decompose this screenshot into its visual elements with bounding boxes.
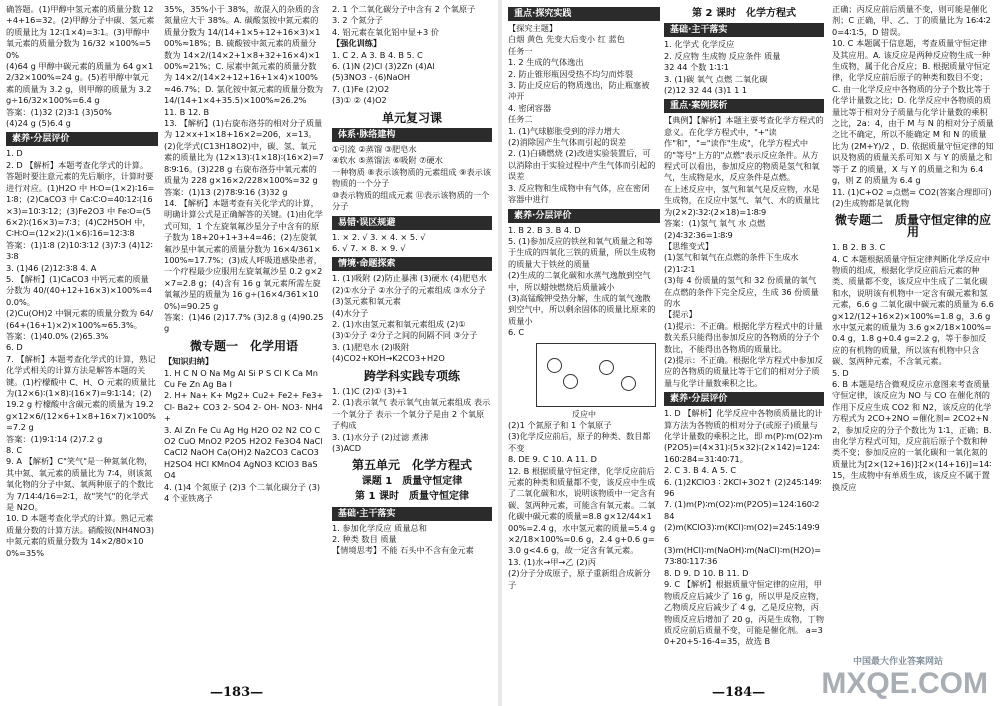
left-col3-heading2: 跨学科实践专项练 [363,368,460,383]
right-col2-body3: 1. D 【解析】化学反应中各物质质量比的计算方法为各物质的相对分子(或原子)质量与化学计量数的乘积之比，即 m(P)∶m(O2)∶m(P2O5)=(4×31)∶(5×32)∶(2×142)=124∶160∶284=31∶40∶71。 2. C 3. B 4. A 5. C 6. (1)2KClO3 ∶ 2KCl+3O2↑ (2)245∶149∶96 7. (1)m(P)∶m(O2)∶m(P2O5)=124∶160∶284 (2)m(KClO3)∶m(KCl)∶m(O2)=245∶149∶96 (3)m(HCl)∶m(NaOH)∶m(NaCl)∶m(H2O)=73∶80∶117∶36 8. D 9. D 10. B 11. D 9. C 【解析】根据质量守恒定律的应用，甲物质反应后减少了 16 g，所以甲是反应物，乙物质反应后减少了 4 g，乙是反应物，丙物质反应后增加了 20 g，丙是生成物，丁物质反应前后质量不变，可能是催化剂。 a=30+20+5-16-4=35，故选 B [664,408,825,647]
left-col3-heading4: 课题 1 质量守恒定律 [361,475,463,487]
right-col-3 [832,4,994,676]
right-col3-body1: 1. B 2. B 3. C 4. C 本题根据质量守恒定律判断化学反应中物质的组成，根据化学反应前后元素的种类、质量都不变，该反应中生成了二氧化碳和水，说明该有机物中一定含有碳元素和氢元素，6.6 g 二氧化碳中碳元素的质量为 6.6 g×12/(12+16×2)×100%=1.8 g，3.6 g 水中氢元素的质量为 3.6 g×2/18×100%=0.4 g，1.8 g+0.4 g=2.2 g，等于参加反应的有机物的质量，所以该有机物中只含碳、氢两种元素，不含氧元素。 5. D 6. B 本题是结合微观反应示意图来考查质量守恒定律，该反应为 NO 与 CO 在催化剂的作用下反应生成 CO2 和 N2，该反应的化学方程式为 2CO+2NO =催化剂= 2CO2+N2，参加反应的分子个数比为 1∶1，正确；B. 由化学方程式可知，反应前后原子个数和种类不变；参加反应的一氧化碳和一氧化氮的质量比为[2×(12+16)]∶[2×(14+16)]=14∶15，生成物中有单质生成，该反应不属于置换反应 [832,242,994,492]
diagram-caption: 反应中 [572,409,596,419]
left-col-1 [6,4,156,676]
left-col-2 [164,4,324,676]
molecule-circle [547,358,562,373]
right-col2-body2: 【典例】【解析】本题主要考查化学方程式的意义。在化学方程式中，"+"读作"和"，"="读作"生成"，化学方程式中的"等号"上方的"点燃"表示反应条件。从方程式可以看出，参加反应的物质是氢气和氧气，生成物是水，反应条件是点燃。 在上述反应中，氢气和氧气是反应物，水是生成物，在反应中氢气、氧气、水的质量比为(2×2)∶32∶(2×18)=1∶8∶9 答案：(1)氢气 氧气 水 点燃 (2)4∶32∶36=1∶8∶9 【思维变式】 (1)氢气和氧气在点燃的条件下生成水 (2)1∶2∶1 (3)每 4 份质量的氢气和 32 份质量的氧气在点燃的条件下完全反应，生成 36 份质量的水 【提示】 (1)提示：不正确。根据化学方程式中的计量数关系只能得出参加反应的各物质的分子个数比，不能得出各物质的质量比。 (2)提示：不正确。根据化学方程式中参加反应的各物质的质量比等于它们的相对分子质量与化学计量数乘积之比。 [664,115,824,388]
left-col3-body3: 1. × 2. √ 3. × 4. × 5. √ 6. √ 7. × 8. × 9. √ [332,231,426,253]
left-col3-body1: 1. C 2. A 3. B 4. B 5. C 6. (1)N (2)Cl (3)2Zn (4)Al (5)3NO3 - (6)NaOH 7. (1)Fe (2)O2 (3)① ② (4)O2 [332,49,435,106]
molecule-circle [599,360,614,375]
left-col2-heading: 微专题一 化学用语 [189,338,298,353]
left-col1-top-text: 确答题。(1)甲醇中氢元素的质量分数 12+4+16=32。(2)甲醇分子中碳、氢元素的质量比为 12∶(1×4)=3∶1。(3)甲醇中氧元素的质量分数为 16/32 ×100%=50% (4)64 g 甲醇中碳元素的质量为 64 g×12/32×100%=24 g。(5)若甲醇中氧元素的质量为 3.2 g，则甲醇的质量为 3.2 g÷16/32×100%=6.4 g 答案：(1)32 (2)3∶1 (3)50% (4)24 g (5)6.4 g [6,4,155,129]
left-col3-band5: 基础·主干落实 [332,507,492,521]
left-col2-body-text: 1. H C N O Na Mg Al Si P S Cl K Ca Mn Cu Fe Zn Ag Ba I 2. H+ Na+ K+ Mg2+ Cu2+ Fe2+ Fe3+ Cl- Ba2+ CO3 2- SO4 2- OH- NO3- NH4+ 3. Al Zn Fe Cu Ag Hg H2O O2 N2 CO CO2 CuO MnO2 P2O5 H2O2 Fe3O4 NaCl CaCl2 NaOH Ca(OH)2 Na2CO3 CaCO3 H2SO4 HCl KMnO4 AgNO3 KClO3 BaSO4 4. (1)4 个氮原子 (2)3 个二氧化碳分子 (3)4 个亚铁离子 [164,367,324,504]
right-col1-band2: 素养·分层评价 [508,209,660,223]
molecule-circle [563,374,578,389]
right-col2-heading1: 第 2 课时 化学方程式 [692,8,796,19]
left-col3-heading3: 第五单元 化学方程式 [351,458,472,473]
watermark-subtext: 中国最大作业答案网站 [852,656,943,666]
left-col3-body4: 1. (1)吸附 (2)防止暴沸 (3)硬水 (4)肥皂水 (2)①水分子 ②水分子的元素组成 ③水分子 (3)氢元素和氧元素 (4)水分子 2. (1)水由氢元素和氧元素组成 (2)① (3)①分子 ②分子之间的间隔不同 ③分子 3. (1)肥皂水 (2)吸附 (4)CO2+KOH→K2CO3+H2O [332,273,487,364]
left-page-number: —183— [210,685,264,700]
left-col2-top-text: 35%，35%小于 38%，故混入的杂质的含氮量应大于 38%。A. 碳酸氢铵中氮元素的质量分数为 14/(14+1×5+12+16×3)×100%≈18%；B. 硫酸铵中氮元素的质量分数为 14×2/(14×2+1×8+32+16×4)×100%≈21%；C. 尿素中氮元素的质量分数为 14×2/(14×2+12+16+1×4)×100%≈46.7%；D. 氯化铵中氮元素的质量分数为 14/(14+1×4+35.5)×100%≈26.2% 11. B 12. B 13. 【解析】(1)右旋布洛芬的相对分子质量为 12×x+1×18+16×2=206，x=13。(2)化学式(C13H18O2)中，碳、氢、氧元素的质量比为 (12×13)∶(1×18)∶(16×2)=78∶9∶16。(3)228 g 右旋布洛芬中氧元素的质量为 228 g×16×2/228×100%=32 g 答案：(1)13 (2)78∶9∶16 (3)32 g 14. 【解析】本题考查有关化学式的计算，明确计算公式是正确解答的关键。(1)由化学式可知，1 个左旋氧氟沙星分子中含有的原子数为 18+20+1+3+4=46；(2)左旋氧氟沙星中氧元素的质量分数为 16×4/361×100%≈17.7%；(3)成人呼吸道感染患者，一个疗程最少应服用左旋氧氟沙星 0.2 g×2×7=2.8 g；(4)含有 16 g 氧元素所需左旋氧氟沙星的质量为 16 g÷(16×4/361×100%)=90.25 g 答案：(1)46 (2)17.7% (3)2.8 g (4)90.25 g [164,4,324,334]
left-col-3 [332,4,492,676]
left-col2-band: 【知识归纳】 [164,356,214,367]
left-col3-body2: ①引流 ②蒸馏 ③肥皂水 ④软水 ⑤蒸馏法 ⑥吸附 ⑦硬水 一种物质 ⑧表示该物质的元素组成 ⑨表示该物质的一个分子 ⑩表示物质的组成元素 ⑪表示该物质的一个分子 [332,144,492,212]
left-col3-band1: 【强化训练】 [332,38,382,49]
right-col-2 [664,4,824,676]
watermark-text: MXQE.COM [821,667,988,700]
right-page-number: —184— [712,685,766,700]
left-col3-band4: 情境·命题探索 [332,257,492,271]
left-col1-body-text: 1. D 2. D 【解析】本题考查化学式的计算。答题时要注意元素的先后顺序，计算时要进行对应。(1)H2O 中 H∶O=(1×2)∶16=1∶8；(2)CaCO3 中 Ca∶C∶O=40∶12∶(16×3)=10∶3∶12；(3)Fe2O3 中 Fe∶O=(56×2)∶(16×3)=7∶3；(4)C2H5OH 中，C∶H∶O=(12×2)∶(1×6)∶16=12∶3∶8 答案：(1)1∶8 (2)10∶3∶12 (3)7∶3 (4)12∶3∶8 3. (1)46 (2)12∶3∶8 4. A 5. 【解析】(1)CaCO3 中钙元素的质量分数为 40/(40+12+16×3)×100%=40.0%。 (2)Cu(OH)2 中铜元素的质量分数为 64/(64+(16+1)×2)×100%≈65.3%。 答案：(1)40.0% (2)65.3% 6. D 7. 【解析】本题考查化学式的计算，熟记化学式相关的计算方法是解答本题的关键。(1)柠檬酸中 C、H、O 元素的质量比为(12×6)∶(1×8)∶(16×7)=9∶1∶14；(2)19.2 g 柠檬酸中含碳元素的质量为 19.2 g×12×6/(12×6+1×8+16×7)×100%=7.2 g 答案：(1)9∶1∶14 (2)7.2 g 8. C 9. A 【解析】C"笑气"是一种氮氧化物，其中氮、氧元素的质量比为 7∶4，则该氮氧化物的分子中氮、氧两种原子的个数比为 7/14∶4/16=2∶1，故"笑气"的化学式是 N2O。 10. D 本题考查化学式的计算。熟记元素质量分数的计算方法。硝酸铵(NH4NO3)中氮元素的质量分数为 14×2/80×100%=35% [6,148,156,558]
right-col2-band2: 重点·案例探析 [664,99,824,113]
right-col2-band1: 基础·主干落实 [664,23,824,37]
molecule-circle [621,376,636,391]
right-col-1 [508,4,656,676]
left-page [0,0,498,706]
left-col3-body5: 1. (1)C (2)① (3)+1 2. (1)表示氧气 表示氧气由氧元素组成 表示一个氧分子 表示一个氧分子是由 2 个氧原子构成 3. (1)水分子 (2)过滤 煮沸 (3)ACD [332,385,491,453]
left-col3-body6: 1. 参加化学反应 质量总和 2. 种类 数目 质量 【情境思考】不能 石头中不含有金元素 [332,522,474,556]
left-col3-heading: 单元复习课 [381,110,442,125]
site-watermark [808,654,988,700]
left-col3-heading5: 第 1 课时 质量守恒定律 [355,491,469,503]
left-col1-band: 素养·分层评价 [6,132,158,146]
right-col2-body1: 1. 化学式 化学反应 2. 反应物 生成物 反应条件 质量 32 44 个数 1∶1∶1 3. (1)碳 氧气 点燃 二氧化碳 (2)12 32 44 (3)1 1 1 [664,39,781,96]
right-col3-heading: 微专题二 质量守恒定律的应用 [834,213,991,239]
left-col3-band2: 体系·脉络建构 [332,128,492,142]
right-col1-body1: 【探究主题】 白烟 黄色 先变大后变小 红 蓝色 任务一 1. 2 生成的气体逸出 2. 防止锥形瓶因受热不均匀而炸裂 3. 防止反应后的物质逸出，防止瓶塞被冲开 4. 密闭容器 任务二 1. (1)气球膨胀受到的浮力增大 (2)消除因产生气体而引起的误差 2. (1)白磷燃烧 (2)改进实验装置后，可以消除由于实验过程中产生气体而引起的误差 3. 反应物和生成物中有气体，应在密闭容器中进行 [508,23,656,205]
left-col3-top-text: 2. 1 个二氧化碳分子中含有 2 个氧原子 3. 2 个氮分子 4. 铝元素在氧化铝中显+3 价 [332,4,476,37]
right-col2-band3: 素养·分层评价 [664,392,824,406]
right-col1-body2: 1. B 2. B 3. B 4. D 5. (1)参加反应的铁丝和氧气质量之和等于生成的四氧化三铁的质量，所以生成物的质量大于铁丝的质量 (2)生成的二氧化碳和水蒸气逸散到空气中，所以蜡烛燃烧后质量减小 (3)高锰酸钾受热分解，生成的氧气逸散到空气中，所以剩余固体的质量比原来的质量小 6. C [508,224,656,338]
right-col3-top-text: 正确；丙反应前后质量不变，则可能是催化剂；C 正确，甲、乙、丁的质量比为 16∶4∶20=4∶1∶5，D 错误。 10. C 本题属于信息题，考查质量守恒定律及其应用。A. 该反应是两种反应物生成一种生成物，属于化合反应；B. 根据质量守恒定律，化学反应前后原子的种类和数目不变；C. 由一化学反应中各物质的分子个数比等于化学计量数之比；D. 化学反应中各物质的质量比等于相对分子质量与化学计量数的乘积之比，2a：4，由于 M 与 N 的相对分子质量之比不确定，所以不能确定 M 和 N 的质量比为 (2M+Y)/2 ，D. 依据质量守恒定律的知识及物质的质量关系可知 X 与 Y 的质量之和等于 Z 的质量，X 与 Y 的质量之和为 6.4 g，则 Z 的质量为 6.4 g 11. (1)C+O2 =点燃= CO2(答案合理即可) (2)生成物都是氧化物 [832,4,994,208]
right-page [502,0,1000,706]
right-col1-band1: 重点·探究实践 [508,7,660,21]
right-col1-body3: (2)1 个氮原子和 1 个氧原子 (3)化学反应前后，原子的种类、数目都不变 8. DE 9. C 10. A 11. D 12. B 根据质量守恒定律，化学反应前后元素的种类和质量都不变，该反应中生成了二氧化碳和水，说明该物质中一定含有碳、氢两种元素，可能含有氧元素。二氧化碳中碳元素的质量=8.8 g×12/44×100%=2.4 g，水中氢元素的质量=5.4 g×2/18×100%=0.6 g，2.4 g+0.6 g=3.0 g<4.6 g，故一定含有氧元素。 13. (1)水→甲→乙 (2)丙 (2)分子分成原子，原子重新组合成新分子 [508,419,656,590]
left-col3-band3: 易错·误区规避 [332,216,492,230]
reaction-diagram [536,343,656,407]
